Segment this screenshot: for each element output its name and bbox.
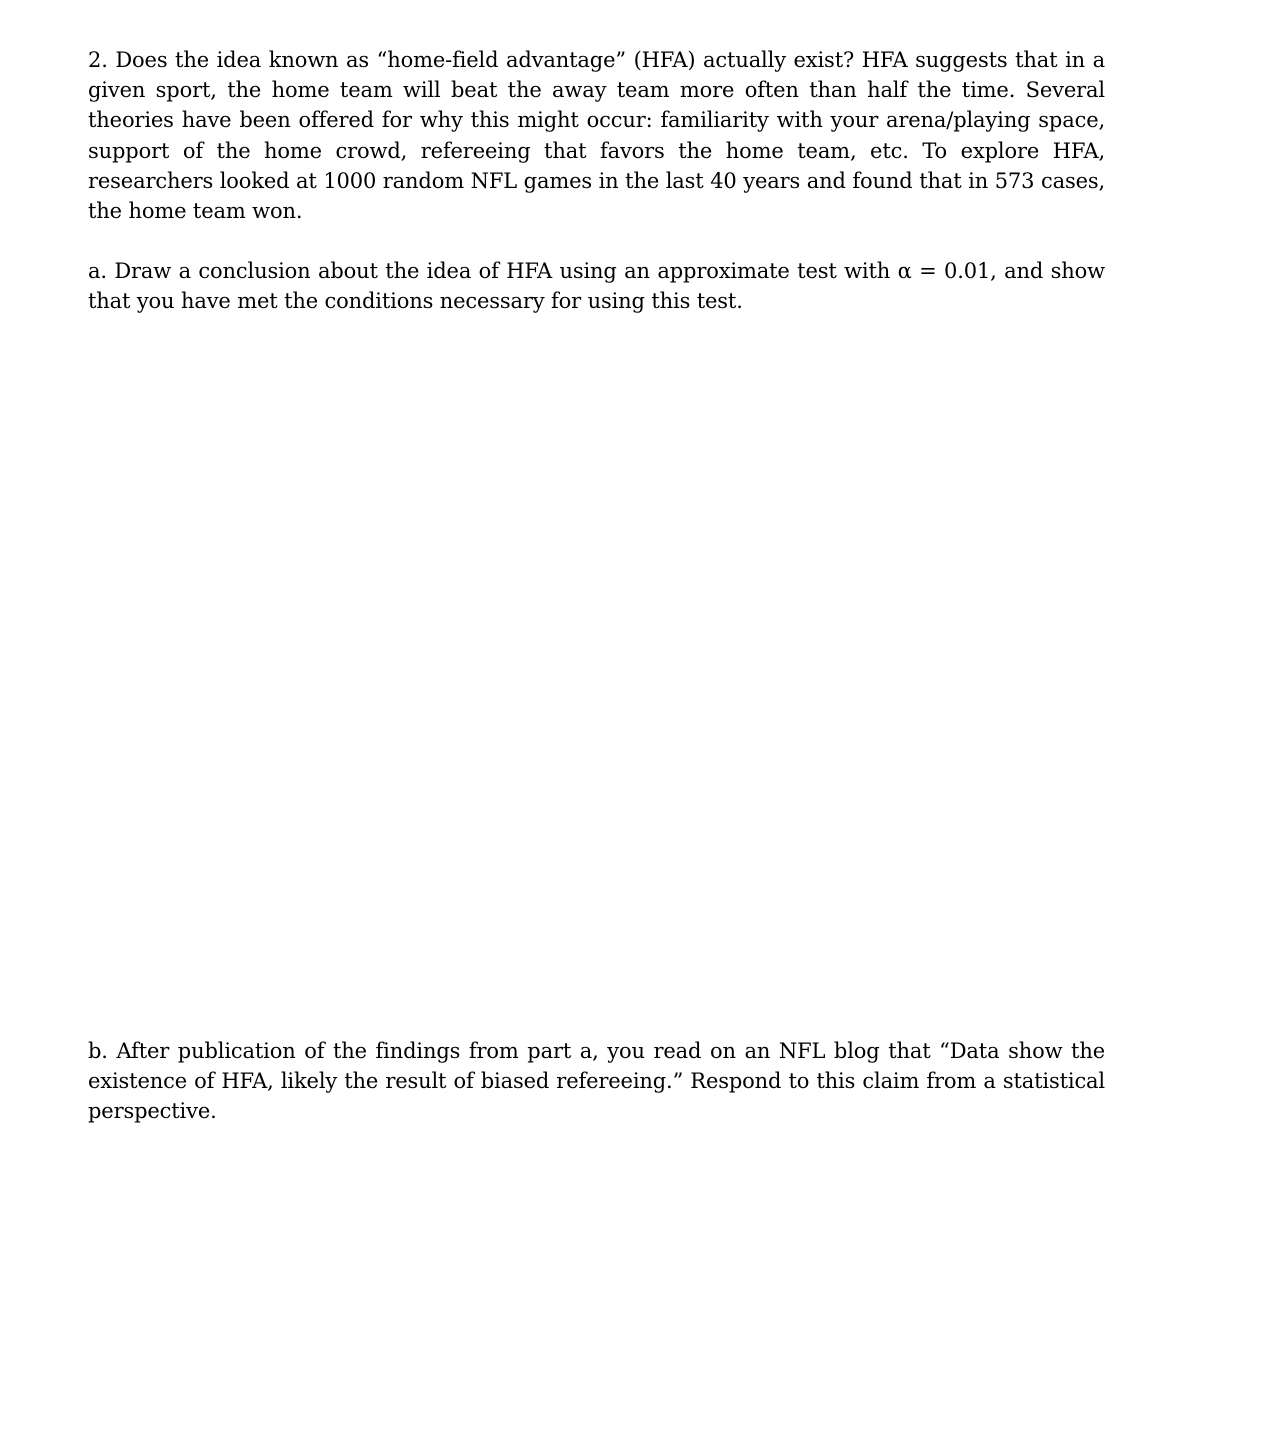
part-a-answer-space <box>88 330 1105 1020</box>
problem-intro-paragraph: 2. Does the idea known as “home-field advantage” (HFA) actually exist? HFA suggests that in a given sport, the home team will beat the away team more often than half the time. Several theories have been offered for why this might occur: familiarity with your arena/playing space, support of the home crowd, refereeing that favors the home team, etc. To explore HFA, researchers looked at 1000 random NFL games in the last 40 years and found that in 573 cases, the home team won. <box>88 48 1105 224</box>
part-a-question: a. Draw a conclusion about the idea of HFA using an approximate test with α = 0.01, and show that you have met the conditions necessary for using this test. <box>88 259 1105 314</box>
part-b-answer-space <box>88 1130 1105 1430</box>
part-b-question: b. After publication of the findings from part a, you read on an NFL blog that “Data show the existence of HFA, likely the result of biased refereeing.” Respond to this claim from a statistical perspective. <box>88 1039 1105 1124</box>
